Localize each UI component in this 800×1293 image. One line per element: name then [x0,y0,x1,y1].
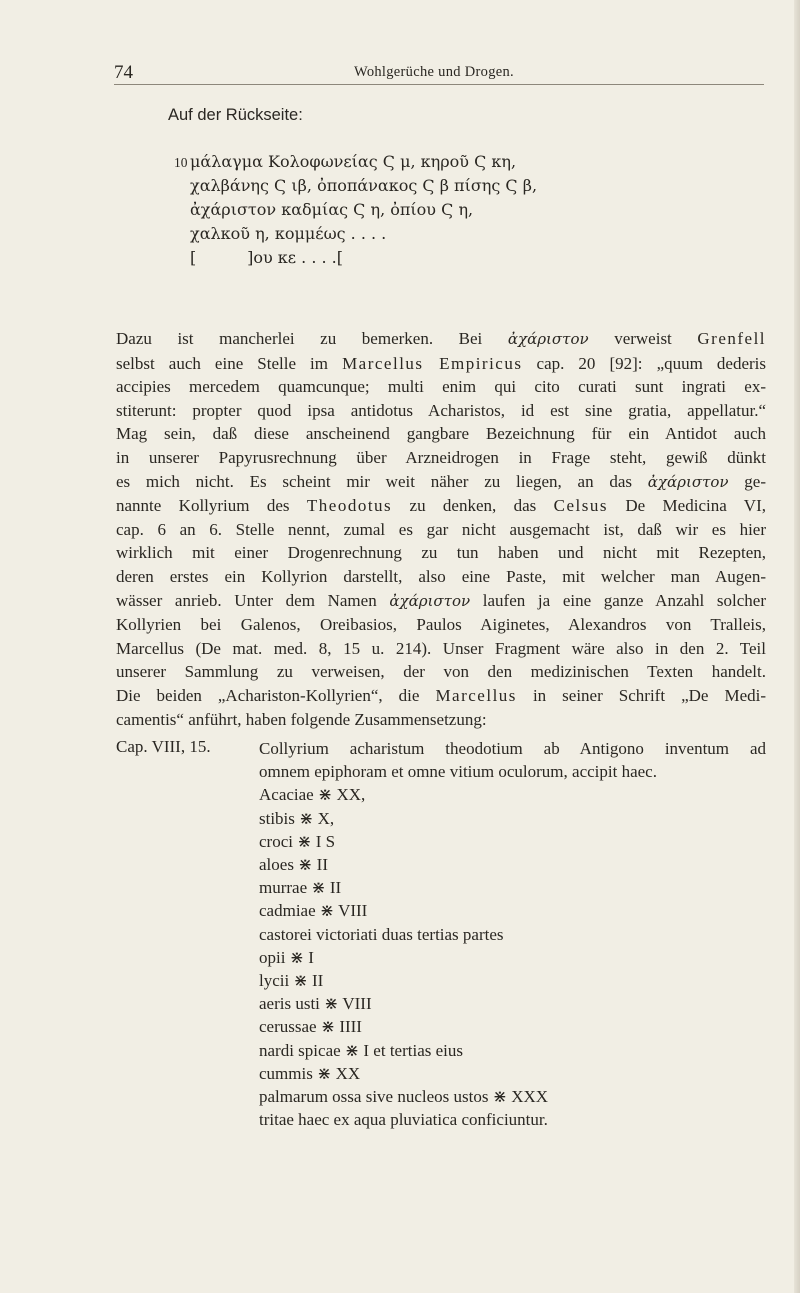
paragraph-line: selbst auch eine Stelle im Marcellus Empiricus cap. 20 [92]: „quum dederis [116,353,766,373]
recipe-line: nardi spicae ⋇ I et tertias eius [259,1040,463,1060]
recipe-line: murrae ⋇ II [259,878,342,898]
greek-line [190,198,650,222]
recipe-line: aeris usti ⋇ VIII [259,994,372,1014]
recipe-line: stibis ⋇ X, [259,808,335,828]
greek-line [190,174,650,198]
paragraph-line: stiterunt: propter quod ipsa antidotus Acharistos, id est sine gratia, appellatur.“ [116,400,766,420]
paragraph-line: Dazu ist mancherlei zu bemerken. Bei ἀχάριστον verweist Grenfell [116,329,767,348]
paragraph-line: Marcellus (De mat. med. 8, 15 u. 214). Unser Fragment wäre also in den 2. Teil [116,638,766,658]
page-header [114,58,764,85]
page-edge [794,0,800,1293]
greek-line [174,150,650,174]
paragraph-line: wässer anrieb. Unter dem Namen ἀχάριστον laufen ja eine ganze Anzahl solcher [116,590,767,610]
recipe-line: croci ⋇ I S [259,831,336,851]
recipe-line: lycii ⋇ II [259,971,324,991]
greek-line [190,246,650,270]
page-number: 74 [114,62,133,83]
greek-word: ἀχάριστον [507,330,589,348]
greek-line-text: [ ]ου κε . . . .[ [190,248,344,267]
recipe-line: opii ⋇ I [259,947,314,967]
recipe-list [259,737,766,1131]
spaced-name: Theodotus [306,496,393,516]
recipe-reference: Cap. VIII, 15. [116,737,211,756]
line-number: 10 [174,155,188,170]
paragraph-line: Kollyrien bei Galenos, Oreibasios, Paulos Aiginetes, Alexandros von Tralleis, [116,615,766,635]
running-title: Wohlgerüche und Drogen. [354,64,514,80]
paragraph-line: nannte Kollyrium des Theodotus zu denken, das Celsus De Medicina VI, [116,496,766,516]
spaced-name: Marcellus [435,685,517,705]
greek-word: ἀχάριστον [647,472,729,491]
greek-papyrus-text [174,150,650,270]
recipe-line: tritae haec ex aqua pluviatica conficiuntur. [259,1110,548,1130]
reverse-side-heading: Auf der Rückseite: [168,106,303,124]
recipe-line: Collyrium acharistum theodotium ab Antigono inventum ad [259,739,766,758]
paragraph-line: accipies mercedem quamcunque; multi enim qui cito curati sunt ingrati ex- [116,377,766,397]
recipe-line: cummis ⋇ XX [259,1063,361,1083]
paragraph-line: in unserer Papyrusrechnung über Arzneidrogen in Frage steht, gewiß dünkt [116,447,766,467]
greek-line [190,222,650,246]
paragraph-line: Die beiden „Achariston-Kollyrien“, die Marcellus in seiner Schrift „De Medi- [116,685,766,705]
greek-line-text: μάλαγμα Κολοφωνείας Ϛ μ, κηροῦ Ϛ κη, [190,152,517,171]
spaced-name: Celsus [553,496,609,516]
recipe-line: cadmiae ⋇ VIII [259,901,368,921]
greek-line-text: ἀχάριστον καδμίας Ϛ η, ὀπίου Ϛ η, [190,200,474,219]
paragraph-line: wirklich mit einer Drogenrechnung zu tun haben und nicht mit Rezepten, [116,543,766,563]
greek-word: ἀχάριστον [389,591,471,610]
paragraph-line: unserer Sammlung zu verweisen, der von den medizinischen Texten handelt. [116,662,766,682]
recipe-line: palmarum ossa sive nucleos ustos ⋇ XXX [259,1087,549,1107]
recipe-section [116,737,766,1130]
recipe-line: aloes ⋇ II [259,855,328,875]
paragraph-line: cap. 6 an 6. Stelle nennt, zumal es gar nicht ausgemacht ist, daß wir es hier [116,519,766,539]
paragraph-line: Mag sein, daß diese anscheinend gangbare Bezeichnung für ein Antidot auch [116,424,766,444]
spaced-name: Grenfell [697,329,767,348]
spaced-name: Marcellus Empiricus [342,353,523,373]
greek-line-text: χαλβάνης Ϛ ιβ, ὀποπάνακος Ϛ β πίσης Ϛ β, [190,176,538,195]
paragraph-line: camentis“ anführt, haben folgende Zusammensetzung: [116,709,487,729]
recipe-line: omnem epiphoram et omne vitium oculorum, accipit haec. [259,762,657,782]
recipe-line: cerussae ⋇ IIII [259,1017,362,1037]
greek-line-text: χαλκοῦ η, κομμέως . . . . [190,224,387,243]
commentary-paragraph [116,327,766,731]
recipe-line: Acaciae ⋇ XX, [259,785,366,805]
paragraph-line: es mich nicht. Es scheint mir weit näher zu liegen, an das ἀχάριστον ge- [116,471,766,491]
recipe-line: castorei victoriati duas tertias partes [259,924,504,944]
paragraph-line: deren erstes ein Kollyrion darstellt, also eine Paste, mit welcher man Augen- [116,566,766,586]
